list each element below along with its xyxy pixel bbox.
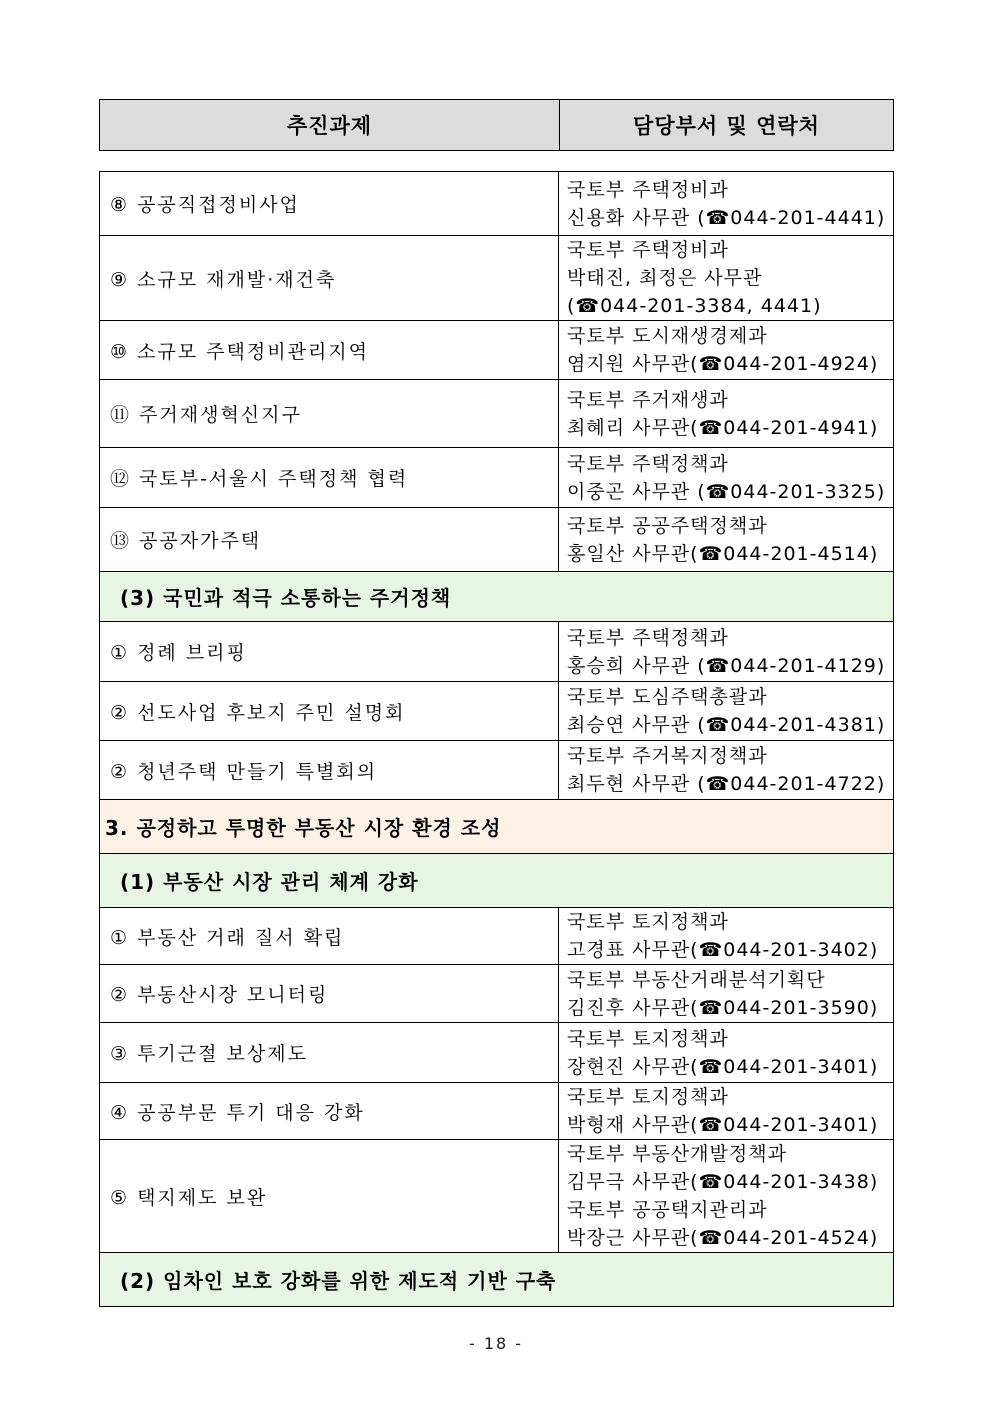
table-row [100,965,894,1023]
task-table [99,171,894,1307]
contact-line: 국토부 공공택지관리과 [567,1199,768,1221]
contact-line: 국토부 도심주택총괄과 [567,686,768,708]
table-row [100,1023,894,1083]
contact-line: 홍일산 사무관(☎044-201-4514) [567,542,879,565]
dept-contact [559,508,894,572]
dept-contact [559,236,894,321]
task-name: ① 정례 브리핑 [100,622,559,682]
table-header [99,99,894,151]
dept-contact [559,1023,894,1083]
contact-line: 국토부 주거복지정책과 [567,745,768,767]
contact-line: 국토부 공공주택정책과 [567,514,768,537]
page-number: - 18 - [468,1334,524,1353]
dept-contact [559,321,894,380]
task-name: ⑤ 택지제도 보완 [100,1140,559,1253]
table-row [100,508,894,572]
header-task: 추진과제 [100,100,560,150]
contact-line: 박태진, 최정은 사무관 [567,267,763,289]
table-row [100,380,894,448]
major-heading-row [100,800,894,854]
task-name: ④ 공공부문 투기 대응 강화 [100,1083,559,1140]
contact-line: 국토부 주거재생과 [567,388,729,411]
section-heading: (3) 국민과 적극 소통하는 주거정책 [100,572,894,622]
contact-line: 김무극 사무관(☎044-201-3438) [567,1171,879,1193]
contact-line: 국토부 토지정책과 [567,1027,729,1050]
contact-line: 고경표 사무관(☎044-201-3402) [567,939,879,961]
table-row [100,741,894,800]
contact-line: 국토부 부동산개발정책과 [567,1143,787,1165]
dept-contact [559,965,894,1023]
contact-line: 최혜리 사무관(☎044-201-4941) [567,416,879,439]
contact-line: 국토부 주택정비과 [567,239,729,261]
task-name: ⑧ 공공직접정비사업 [100,172,559,236]
table-row [100,236,894,321]
section-heading-row [100,1253,894,1307]
task-name: ⑩ 소규모 주택정비관리지역 [100,321,559,380]
contact-line: 국토부 주택정책과 [567,452,729,475]
dept-contact [559,908,894,965]
dept-contact [559,380,894,448]
contact-line: 최두현 사무관 (☎044-201-4722) [567,773,886,795]
task-name: ② 부동산시장 모니터링 [100,965,559,1023]
table-row [100,448,894,508]
table-row [100,1083,894,1140]
table-row [100,622,894,682]
dept-contact [559,622,894,682]
dept-contact [559,682,894,741]
task-name: ① 부동산 거래 질서 확립 [100,908,559,965]
major-heading: 3. 공정하고 투명한 부동산 시장 환경 조성 [100,800,894,854]
contact-line: 국토부 토지정책과 [567,911,729,933]
task-name: ⑬ 공공자가주택 [100,508,559,572]
task-name: ⑪ 주거재생혁신지구 [100,380,559,448]
contact-line: (☎044-201-3384, 4441) [567,295,822,317]
contact-line: 최승연 사무관 (☎044-201-4381) [567,714,886,736]
dept-contact [559,1140,894,1253]
contact-line: 박형재 사무관(☎044-201-3401) [567,1114,879,1136]
task-name: ⑫ 국토부-서울시 주택정책 협력 [100,448,559,508]
dept-contact [559,172,894,236]
task-name: ② 청년주택 만들기 특별회의 [100,741,559,800]
dept-contact [559,741,894,800]
task-name: ③ 투기근절 보상제도 [100,1023,559,1083]
contact-line: 국토부 토지정책과 [567,1086,729,1108]
contact-line: 신용화 사무관 (☎044-201-4441) [567,206,886,229]
contact-line: 국토부 도시재생경제과 [567,325,768,347]
table-row [100,1140,894,1253]
table-row [100,908,894,965]
contact-line: 국토부 주택정책과 [567,626,729,649]
dept-contact [559,1083,894,1140]
contact-line: 국토부 주택정비과 [567,178,729,201]
contact-line: 홍승희 사무관 (☎044-201-4129) [567,654,886,677]
contact-line: 김진후 사무관(☎044-201-3590) [567,996,879,1019]
contact-line: 장현진 사무관(☎044-201-3401) [567,1055,879,1078]
contact-line: 이중곤 사무관 (☎044-201-3325) [567,480,886,503]
contact-line: 염지원 사무관(☎044-201-4924) [567,353,879,375]
table-row [100,172,894,236]
table-row [100,321,894,380]
section-heading: (1) 부동산 시장 관리 체계 강화 [100,854,894,908]
contact-line: 박장근 사무관(☎044-201-4524) [567,1227,879,1249]
header-dept: 담당부서 및 연락처 [633,114,820,138]
section-heading-row [100,854,894,908]
table-row [100,682,894,741]
task-name: ② 선도사업 후보지 주민 설명회 [100,682,559,741]
task-name: ⑨ 소규모 재개발·재건축 [100,236,559,321]
contact-line: 국토부 부동산거래분석기획단 [567,968,826,991]
section-heading-row [100,572,894,622]
section-heading: (2) 임차인 보호 강화를 위한 제도적 기반 구축 [100,1253,894,1307]
dept-contact [559,448,894,508]
